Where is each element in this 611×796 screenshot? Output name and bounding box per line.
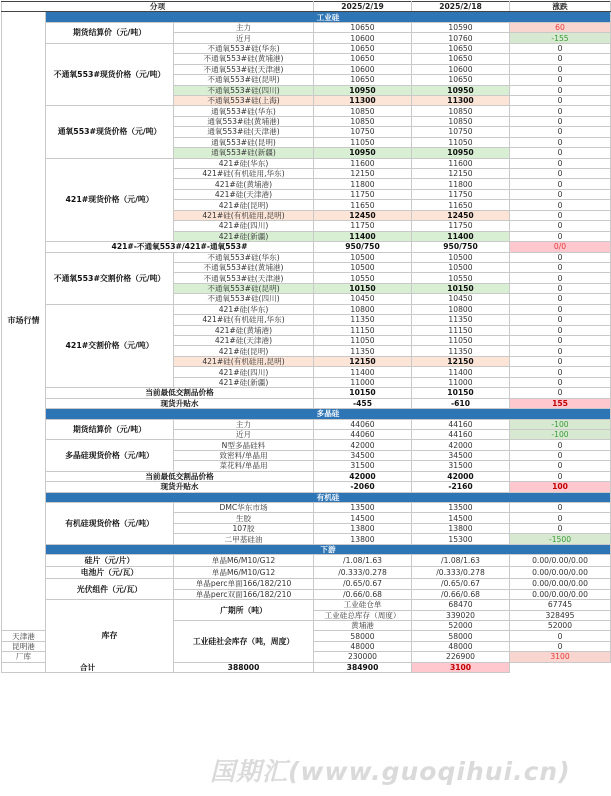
row-label: 单晶perc单面166/182/210 xyxy=(174,579,314,589)
table-row xyxy=(2,471,611,481)
cell-d2: 11400 xyxy=(412,231,510,241)
cell-d1: 11600 xyxy=(314,158,412,168)
table-row xyxy=(2,158,611,168)
cell-d1: 230000 xyxy=(314,652,412,662)
cell-d1: 11150 xyxy=(314,325,412,335)
cell-d1: 11350 xyxy=(314,315,412,325)
section-row xyxy=(2,544,611,554)
cell-change: 0 xyxy=(510,106,611,116)
cell-d2: 10850 xyxy=(412,116,510,126)
row-label: 421#硅(昆明) xyxy=(174,346,314,356)
cell-d1: 10150 xyxy=(314,388,412,398)
cell-change: 100 xyxy=(510,482,611,492)
row-label: 通氧553#硅(新疆) xyxy=(174,148,314,158)
cell-d2: 12150 xyxy=(412,356,510,366)
cell-change: 0 xyxy=(510,273,611,283)
row-label: 421#硅(有机硅用,昆明) xyxy=(174,356,314,366)
cell-d2: 11350 xyxy=(412,346,510,356)
row-label: 不通氧553#硅(昆明) xyxy=(174,75,314,85)
row-label: 主力 xyxy=(174,22,314,32)
cell-d2: 11600 xyxy=(412,158,510,168)
row-label: 421#硅(四川) xyxy=(174,367,314,377)
cell-d2: 14500 xyxy=(412,513,510,523)
cell-d1: 12450 xyxy=(314,210,412,220)
table-row xyxy=(2,43,611,53)
cell-d2: 11400 xyxy=(412,367,510,377)
cell-d2: 12150 xyxy=(412,169,510,179)
cell-d2: 11050 xyxy=(412,336,510,346)
header-item: 分项 xyxy=(2,2,314,12)
section-industrial: 工业硅 xyxy=(46,12,611,22)
cat-poly-futures: 期货结算价（元/吨） xyxy=(46,419,174,440)
cell-d1: 339020 xyxy=(412,610,510,620)
cat-organic: 有机硅现货价格（元/吨） xyxy=(46,503,174,545)
cell-change: 0 xyxy=(510,95,611,105)
row-label: 厂库 xyxy=(2,652,46,662)
cell-d2: /0.65/0.67 xyxy=(412,579,510,589)
cell-d2: 10500 xyxy=(412,262,510,272)
cell-d2: 13800 xyxy=(412,523,510,533)
table-row xyxy=(2,419,611,429)
cell-change: 3100 xyxy=(510,652,611,662)
cell-d1: 44060 xyxy=(314,419,412,429)
price-table xyxy=(1,1,611,673)
table-row xyxy=(2,388,611,398)
table-row xyxy=(2,440,611,450)
cell-d1: 10850 xyxy=(314,116,412,126)
cell-change: 0 xyxy=(510,294,611,304)
cell-change: 0 xyxy=(510,283,611,293)
cell-d1: 10650 xyxy=(314,22,412,32)
row-label: 421#硅(有机硅用,华东) xyxy=(174,315,314,325)
table-row xyxy=(2,662,611,672)
cell-change: -100 xyxy=(510,429,611,439)
cell-d2: 10760 xyxy=(412,33,510,43)
cell-change: 0 xyxy=(510,85,611,95)
header-date2: 2025/2/18 xyxy=(412,2,510,12)
cell-change: -155 xyxy=(510,33,611,43)
cell-change: 0 xyxy=(510,43,611,53)
cell-d2: 10150 xyxy=(412,388,510,398)
cell-change: 0 xyxy=(510,450,611,460)
cell-d2: 10150 xyxy=(412,283,510,293)
cell-d1: 11800 xyxy=(314,179,412,189)
cell-d1: 10500 xyxy=(314,262,412,272)
cell-change: 0 xyxy=(510,471,611,481)
row-label: 421#硅(有机硅用,昆明) xyxy=(174,210,314,220)
cell-d1: 11050 xyxy=(314,336,412,346)
cell-d1: 48000 xyxy=(314,641,412,651)
cell-d2: 34500 xyxy=(412,450,510,460)
row-label: 近月 xyxy=(174,33,314,43)
cell-d1: 10650 xyxy=(314,75,412,85)
row-label: 421#硅(华东) xyxy=(174,304,314,314)
row-label: 单晶M6/M10/G12 xyxy=(174,555,314,567)
cell-d2: 31500 xyxy=(412,461,510,471)
cell-change: 0 xyxy=(510,503,611,513)
row-label: 421#硅(华东) xyxy=(174,158,314,168)
table-row xyxy=(2,579,611,589)
row-label: 通氧553#硅(天津港) xyxy=(174,127,314,137)
table-row xyxy=(2,22,611,32)
section-row xyxy=(2,409,611,419)
row-label: 421#硅(四川) xyxy=(174,221,314,231)
row-label: 近月 xyxy=(174,429,314,439)
cell-change: 0 xyxy=(510,75,611,85)
cell-d1: 11650 xyxy=(314,200,412,210)
cell-d1: 10150 xyxy=(314,283,412,293)
cell-change: 0 xyxy=(510,513,611,523)
cell-d1: 10650 xyxy=(314,54,412,64)
cell-d1: 10500 xyxy=(314,252,412,262)
cat-poly-basis: 现货升贴水 xyxy=(46,482,314,492)
cell-change: 0 xyxy=(510,262,611,272)
cell-change: 0 xyxy=(510,64,611,74)
row-label: DMC华东市场 xyxy=(174,503,314,513)
cell-d1: 12150 xyxy=(314,356,412,366)
cell-d2: 10950 xyxy=(412,85,510,95)
cat-basis: 现货升贴水 xyxy=(46,398,314,408)
cell-change: 0 xyxy=(510,304,611,314)
cell-d1: 10950 xyxy=(314,148,412,158)
header-change: 涨跌 xyxy=(510,2,611,12)
section-downstream: 下游 xyxy=(46,544,611,554)
cell-d2: /1.08/1.63 xyxy=(412,555,510,567)
cell-d1: 10550 xyxy=(314,273,412,283)
cell-d2: 384900 xyxy=(314,662,412,672)
cell-change: 0.00/0.00/0.00 xyxy=(510,555,611,567)
cell-change: 0 xyxy=(510,116,611,126)
row-label: 421#硅(黄埔港) xyxy=(174,179,314,189)
cell-d1: 11400 xyxy=(314,231,412,241)
cell-change: 0 xyxy=(510,523,611,533)
row-label: 421#硅(昆明) xyxy=(174,200,314,210)
cell-change: 0 xyxy=(510,189,611,199)
cell-d1: 10600 xyxy=(314,33,412,43)
cell-d1: 10600 xyxy=(314,64,412,74)
cell-d1: 44060 xyxy=(314,429,412,439)
cell-d2: 10850 xyxy=(412,106,510,116)
row-label: 421#硅(天津港) xyxy=(174,189,314,199)
row-label: 菜花料/单晶用 xyxy=(174,461,314,471)
group-market: 市场行情 xyxy=(2,12,46,631)
row-label: 通氧553#硅(昆明) xyxy=(174,137,314,147)
cell-d2: -610 xyxy=(412,398,510,408)
row-label: 单晶M6/M10/G12 xyxy=(174,567,314,579)
cell-d1: 11050 xyxy=(314,137,412,147)
cell-change: 155 xyxy=(510,398,611,408)
cell-d2: 226900 xyxy=(412,652,510,662)
row-label: 天津港 xyxy=(2,631,46,641)
cell-d1: 10800 xyxy=(314,304,412,314)
section-row xyxy=(2,12,611,22)
cell-d1: 12150 xyxy=(314,169,412,179)
cell-change: 0.00/0.00/0.00 xyxy=(510,567,611,579)
cat-module: 光伏组件（元/瓦） xyxy=(46,579,174,600)
cell-d2: 11000 xyxy=(412,377,510,387)
cell-d1: /1.08/1.63 xyxy=(314,555,412,567)
cell-d1: 10450 xyxy=(314,294,412,304)
cell-d2: 10590 xyxy=(412,22,510,32)
cell-d1: -455 xyxy=(314,398,412,408)
cell-d1: 11750 xyxy=(314,189,412,199)
cell-d1: 52000 xyxy=(412,620,510,630)
cell-d2: 48000 xyxy=(412,641,510,651)
row-label: 通氧553#硅(华东) xyxy=(174,106,314,116)
row-label: 生胶 xyxy=(174,513,314,523)
cell-change: 0 xyxy=(510,54,611,64)
cell-change: 0 xyxy=(510,356,611,366)
table-row xyxy=(2,252,611,262)
cell-d1: 68470 xyxy=(412,600,510,610)
row-label: 不通氧553#硅(华东) xyxy=(174,252,314,262)
row-label: 工业硅总库存（周度） xyxy=(314,610,412,620)
cat-gfex: 广期所（吨） xyxy=(174,600,314,621)
section-organic: 有机硅 xyxy=(46,492,611,502)
cell-d2: 11650 xyxy=(412,200,510,210)
cat-wafer: 硅片（元/片） xyxy=(46,555,174,567)
cell-change: 0.00/0.00/0.00 xyxy=(510,589,611,599)
cell-d2: 44160 xyxy=(412,419,510,429)
cat-s421-del: 421#交割价格（元/吨） xyxy=(46,304,174,388)
cell-d1: 11350 xyxy=(314,346,412,356)
cell-d1: 10650 xyxy=(314,43,412,53)
cell-d1: 34500 xyxy=(314,450,412,460)
cell-change: 0 xyxy=(510,158,611,168)
cell-change: 0 xyxy=(510,325,611,335)
cell-d2: 10550 xyxy=(412,273,510,283)
table-row xyxy=(2,106,611,116)
cell-d2: 10500 xyxy=(412,252,510,262)
table-row xyxy=(2,482,611,492)
cell-d2: 10750 xyxy=(412,127,510,137)
row-label: 通氧553#硅(黄埔港) xyxy=(174,116,314,126)
cell-d1: /0.333/0.278 xyxy=(314,567,412,579)
cell-d2: 42000 xyxy=(412,471,510,481)
row-label: 单晶perc双面166/182/210 xyxy=(174,589,314,599)
header-date1: 2025/2/19 xyxy=(314,2,412,12)
row-label: 421#硅(天津港) xyxy=(174,336,314,346)
row-label: 不通氧553#硅(昆明) xyxy=(174,283,314,293)
row-label: 不通氧553#硅(四川) xyxy=(174,85,314,95)
section-poly: 多晶硅 xyxy=(46,409,611,419)
row-label: N型多晶硅料 xyxy=(174,440,314,450)
table-row xyxy=(2,600,611,610)
cell-d2: 52000 xyxy=(510,620,611,630)
cell-d1: 31500 xyxy=(314,461,412,471)
cell-d1: /0.65/0.67 xyxy=(314,579,412,589)
cat-poly-lowest: 当前最低交割品价格 xyxy=(46,471,314,481)
cell-d1: 11750 xyxy=(314,221,412,231)
cell-d1: 950/750 xyxy=(314,242,412,252)
cell-d1: 13800 xyxy=(314,534,412,544)
row-label: 不通氧553#硅(四川) xyxy=(174,294,314,304)
cell-d2: 11150 xyxy=(412,325,510,335)
cell-d1: 42000 xyxy=(314,440,412,450)
cell-d2: 11750 xyxy=(412,221,510,231)
cell-d2: -2160 xyxy=(412,482,510,492)
cat-futures: 期货结算价（元/吨） xyxy=(46,22,174,43)
cat-ox553: 通氧553#现货价格（元/吨） xyxy=(46,106,174,158)
row-label: 不通氧553#硅(上海) xyxy=(174,95,314,105)
row-label: 致密料/单晶用 xyxy=(174,450,314,460)
row-label: 黄埔港 xyxy=(314,620,412,630)
cat-s421: 421#现货价格（元/吨） xyxy=(46,158,174,242)
cell-change: 0 xyxy=(510,200,611,210)
cell-change: 0 xyxy=(510,210,611,220)
cell-d2: 11050 xyxy=(412,137,510,147)
cell-d1: 13800 xyxy=(314,523,412,533)
cell-change: -1500 xyxy=(510,534,611,544)
table-row xyxy=(2,242,611,252)
cell-change: 0 xyxy=(510,148,611,158)
cell-d2: 10450 xyxy=(412,294,510,304)
row-label: 不通氧553#硅(天津港) xyxy=(174,64,314,74)
cell-change: 0 xyxy=(510,315,611,325)
cell-d1: 42000 xyxy=(314,471,412,481)
cell-change: 0 xyxy=(510,252,611,262)
cell-change: 3100 xyxy=(412,662,510,672)
cell-d2: 11350 xyxy=(412,315,510,325)
cat-poly-spot: 多晶硅现货价格（元/吨） xyxy=(46,440,174,471)
cell-d2: 44160 xyxy=(412,429,510,439)
cell-change: 0 xyxy=(510,377,611,387)
cell-change: 60 xyxy=(510,22,611,32)
row-label: 不通氧553#硅(天津港) xyxy=(174,273,314,283)
cell-change: 0 xyxy=(510,346,611,356)
cell-d2: 950/750 xyxy=(412,242,510,252)
cell-d2: 10650 xyxy=(412,43,510,53)
row-label: 421#硅(有机硅用,华东) xyxy=(174,169,314,179)
cell-change: 0 xyxy=(510,461,611,471)
cell-d2: 11800 xyxy=(412,179,510,189)
cell-d2: 13500 xyxy=(412,503,510,513)
cell-change: 0 xyxy=(510,221,611,231)
cell-d2: 10800 xyxy=(412,304,510,314)
cell-change: 0.00/0.00/0.00 xyxy=(510,579,611,589)
cat-social: 工业硅社会库存（吨，周度） xyxy=(174,620,314,662)
cell-change: 0 xyxy=(510,169,611,179)
cat-spread: 421#-不通氧553#/421#-通氧553# xyxy=(46,242,314,252)
row-label: 107胶 xyxy=(174,523,314,533)
cell-d2: 10650 xyxy=(412,54,510,64)
table-row xyxy=(2,503,611,513)
cell-d2: 42000 xyxy=(412,440,510,450)
cell-d1: 13500 xyxy=(314,503,412,513)
cat-cell: 电池片（元/瓦） xyxy=(46,567,174,579)
group-inventory: 库存 xyxy=(46,600,174,673)
cell-change: -100 xyxy=(510,419,611,429)
table-row xyxy=(2,398,611,408)
table-row xyxy=(2,304,611,314)
row-label: 421#硅(黄埔港) xyxy=(174,325,314,335)
row-label: 二甲基硅油 xyxy=(174,534,314,544)
cat-lowest: 当前最低交割品价格 xyxy=(46,388,314,398)
cell-d1: /0.66/0.68 xyxy=(314,589,412,599)
cell-change: 0 xyxy=(510,388,611,398)
cell-d1: 11000 xyxy=(314,377,412,387)
section-row xyxy=(2,492,611,502)
cell-d2: 11300 xyxy=(412,95,510,105)
cell-d1: -2060 xyxy=(314,482,412,492)
cell-d1: 58000 xyxy=(314,631,412,641)
cell-d1: 11400 xyxy=(314,367,412,377)
cell-d2: /0.333/0.278 xyxy=(412,567,510,579)
cell-d2: 11750 xyxy=(412,189,510,199)
cell-d2: 67745 xyxy=(510,600,611,610)
row-label: 不通氧553#硅(黄埔港) xyxy=(174,262,314,272)
cell-d2: /0.66/0.68 xyxy=(412,589,510,599)
row-label: 不通氧553#硅(黄埔港) xyxy=(174,54,314,64)
cell-d2: 12450 xyxy=(412,210,510,220)
row-label: 不通氧553#硅(华东) xyxy=(174,43,314,53)
cell-d2: 10650 xyxy=(412,75,510,85)
cell-d2: 15300 xyxy=(412,534,510,544)
cat-nonox553-del: 不通氧553#交割价格（元/吨） xyxy=(46,252,174,304)
cell-change: 0 xyxy=(510,336,611,346)
cell-d2: 58000 xyxy=(412,631,510,641)
row-label: 主力 xyxy=(174,419,314,429)
row-label: 昆明港 xyxy=(2,641,46,651)
cell-change: 0 xyxy=(510,367,611,377)
cell-change: 0 xyxy=(510,440,611,450)
cell-change: 0 xyxy=(510,631,611,641)
cat-total: 合计 xyxy=(2,662,174,672)
table-row xyxy=(2,555,611,567)
cell-d2: 328495 xyxy=(510,610,611,620)
cell-change: 0 xyxy=(510,231,611,241)
row-label: 421#硅(新疆) xyxy=(174,231,314,241)
cell-change: 0/0 xyxy=(510,242,611,252)
cell-d1: 14500 xyxy=(314,513,412,523)
header-row xyxy=(2,2,611,12)
row-label: 工业硅仓单 xyxy=(314,600,412,610)
cell-d1: 10950 xyxy=(314,85,412,95)
cell-change: 0 xyxy=(510,179,611,189)
cell-d1: 10850 xyxy=(314,106,412,116)
row-label: 421#硅(新疆) xyxy=(174,377,314,387)
cell-d2: 10600 xyxy=(412,64,510,74)
watermark: 国期汇(www.guoqihui.cn) xyxy=(210,757,571,786)
cat-nonox553: 不通氧553#现货价格（元/吨） xyxy=(46,43,174,106)
cell-d1: 10750 xyxy=(314,127,412,137)
cell-change: 0 xyxy=(510,127,611,137)
cell-d1: 388000 xyxy=(174,662,314,672)
cell-d2: 10950 xyxy=(412,148,510,158)
cell-change: 0 xyxy=(510,641,611,651)
table-row xyxy=(2,567,611,579)
cell-change: 0 xyxy=(510,137,611,147)
cell-d1: 11300 xyxy=(314,95,412,105)
